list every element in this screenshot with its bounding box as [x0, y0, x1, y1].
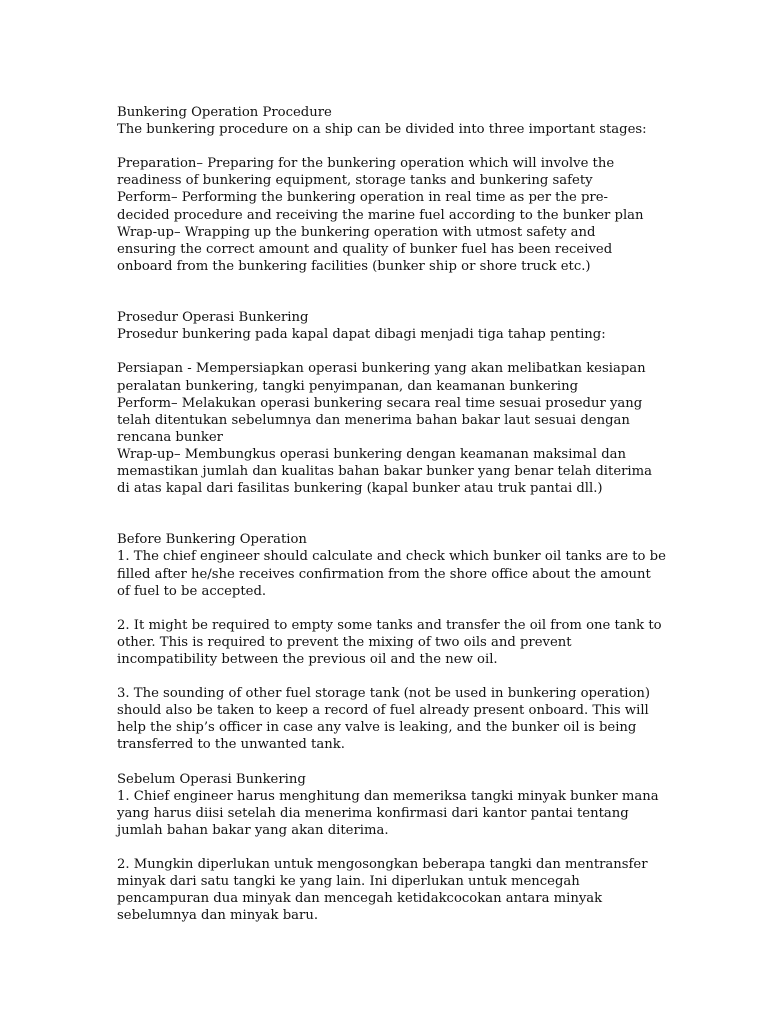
document-page — [117, 104, 677, 925]
text-line: yang harus diisi setelah dia menerima konfirmasi dari kantor pantai tentang — [117, 805, 629, 821]
text-line: decided procedure and receiving the marine fuel according to the bunker plan — [117, 207, 644, 223]
text-line: help the ship’s officer in case any valve is leaking, and the bunker oil is being — [117, 720, 637, 736]
text-line: rencana bunker — [117, 429, 223, 445]
list-item — [117, 788, 677, 839]
text-line: minyak dari satu tangki ke yang lain. Ini diperlukan untuk mencegah — [117, 874, 580, 890]
section-bunkering-procedure — [117, 104, 677, 275]
text-line: 3. The sounding of other fuel storage tank (not be used in bunkering operation) — [117, 686, 651, 702]
text-line: Preparation– Preparing for the bunkering operation which will involve the — [117, 156, 615, 172]
list-item — [117, 685, 677, 753]
text-line: filled after he/she receives confirmation from the shore office about the amount — [117, 566, 651, 582]
text-line: 2. Mungkin diperlukan untuk mengosongkan beberapa tangki dan mentransfer — [117, 857, 648, 873]
text-line: Wrap-up– Wrapping up the bunkering operation with utmost safety and — [117, 224, 596, 240]
text-line: 1. Chief engineer harus menghitung dan memeriksa tangki minyak bunker mana — [117, 788, 659, 804]
text-line: other. This is required to prevent the mixing of two oils and prevent — [117, 634, 572, 650]
text-line: di atas kapal dari fasilitas bunkering (kapal bunker atau truk pantai dll.) — [117, 481, 603, 497]
section-title: Prosedur Operasi Bunkering — [117, 310, 309, 326]
paragraph — [117, 360, 677, 497]
section-title: Before Bunkering Operation — [117, 532, 307, 548]
paragraph — [117, 155, 677, 275]
section-sebelum-operasi — [117, 771, 677, 925]
section-intro: Prosedur bunkering pada kapal dapat dibagi menjadi tiga tahap penting: — [117, 327, 606, 343]
text-line: ensuring the correct amount and quality of bunker fuel has been received — [117, 241, 613, 257]
section-before-bunkering — [117, 531, 677, 753]
text-line: peralatan bunkering, tangki penyimpanan, dan keamanan bunkering — [117, 378, 579, 394]
text-line: jumlah bahan bakar yang akan diterima. — [117, 822, 389, 838]
section-prosedur-operasi — [117, 309, 677, 497]
text-line: Perform– Melakukan operasi bunkering secara real time sesuai prosedur yang — [117, 395, 643, 411]
text-line: memastikan jumlah dan kualitas bahan bakar bunker yang benar telah diterima — [117, 463, 653, 479]
text-line: pencampuran dua minyak dan mencegah ketidakcocokan antara minyak — [117, 891, 603, 907]
section-title: Bunkering Operation Procedure — [117, 105, 332, 120]
text-line: 1. The chief engineer should calculate and check which bunker oil tanks are to be — [117, 549, 666, 565]
text-line: incompatibility between the previous oil and the new oil. — [117, 652, 498, 667]
text-line: should also be taken to keep a record of fuel already present onboard. This will — [117, 703, 649, 719]
list-item — [117, 617, 677, 668]
text-line: onboard from the bunkering facilities (bunker ship or shore truck etc.) — [117, 258, 591, 274]
text-line: sebelumnya dan minyak baru. — [117, 908, 319, 924]
list-item — [117, 548, 677, 599]
text-line: Wrap-up– Membungkus operasi bunkering dengan keamanan maksimal dan — [117, 446, 626, 462]
text-line: Perform– Performing the bunkering operation in real time as per the pre- — [117, 190, 608, 206]
section-intro: The bunkering procedure on a ship can be divided into three important stages: — [117, 122, 647, 138]
list-item — [117, 856, 677, 924]
text-line: Persiapan - Mempersiapkan operasi bunkering yang akan melibatkan kesiapan — [117, 361, 646, 377]
section-title: Sebelum Operasi Bunkering — [117, 771, 306, 787]
text-line: telah ditentukan sebelumnya dan menerima bahan bakar laut sesuai dengan — [117, 412, 630, 428]
text-line: readiness of bunkering equipment, storage tanks and bunkering safety — [117, 173, 593, 189]
text-line: 2. It might be required to empty some tanks and transfer the oil from one tank to — [117, 617, 662, 633]
text-line: transferred to the unwanted tank. — [117, 737, 345, 753]
text-line: of fuel to be accepted. — [117, 583, 267, 599]
